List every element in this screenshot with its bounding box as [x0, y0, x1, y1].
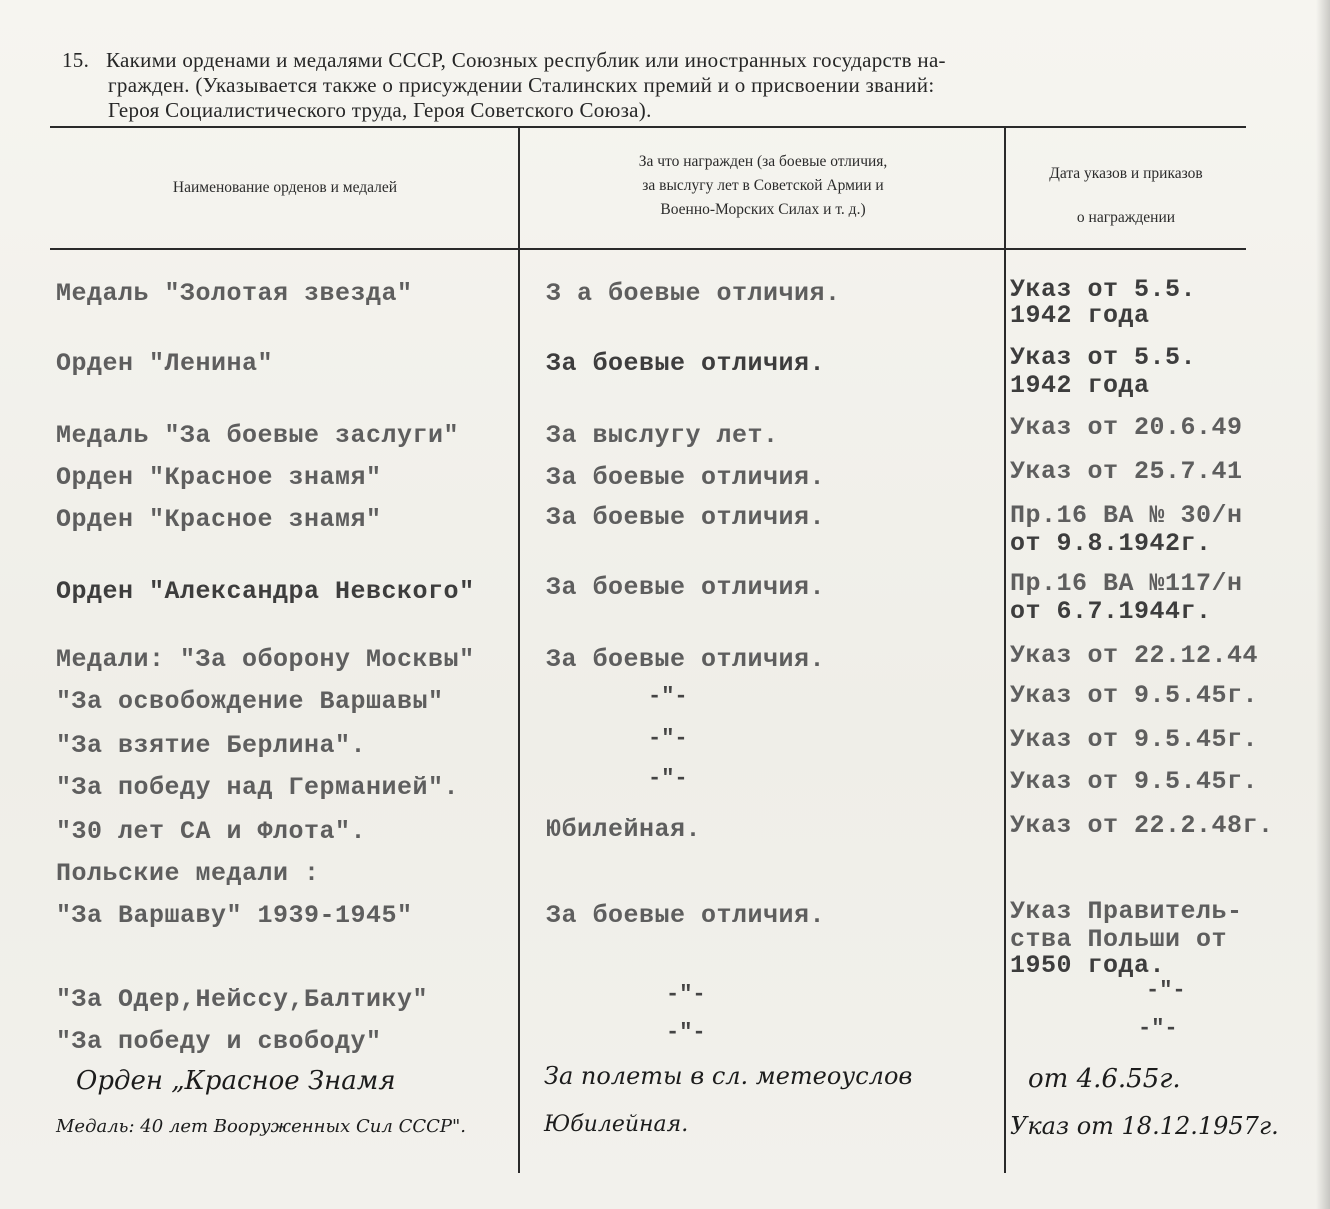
row-award: Орден "Красное знамя" [56, 505, 382, 534]
question-line-3: Героя Социалистического труда, Героя Советского Союза). [108, 98, 652, 122]
row-award: "За освобождение Варшавы" [56, 687, 444, 716]
row-award: Медали: "За оборону Москвы" [56, 645, 475, 674]
row-date: от 9.8.1942г. [1010, 529, 1212, 558]
row-award: Медаль "Золотая звезда" [56, 279, 413, 308]
row-date: Указ от 20.6.49 [1010, 413, 1243, 442]
column-divider-1 [518, 128, 520, 1173]
row-award: "За победу над Германией". [56, 773, 460, 802]
row-reason: З а боевые отличия. [546, 279, 841, 308]
handwritten-reason: За полеты в сл. метеоуслов [544, 1062, 913, 1090]
row-date: 1950 года. [1010, 951, 1166, 980]
ditto-mark: -"- [1138, 1016, 1178, 1041]
header-award-name: Наименование орденов и медалей [172, 179, 398, 196]
ditto-mark: -"- [666, 1020, 706, 1045]
row-award: "За Одер,Нейссу,Балтику" [56, 985, 429, 1014]
table-header-rule [50, 248, 1246, 250]
row-award: Медаль "За боевые заслуги" [56, 421, 460, 450]
row-reason: За боевые отличия. [546, 645, 826, 674]
row-date: Указ от 9.5.45г. [1010, 725, 1259, 754]
ditto-mark: -"- [648, 726, 688, 751]
row-date: Указ от 5.5. [1010, 275, 1197, 304]
ditto-mark: -"- [648, 684, 688, 709]
row-award: Орден "Александра Невского" [56, 577, 475, 606]
row-reason: За боевые отличия. [546, 463, 826, 492]
column-divider-2 [1004, 128, 1006, 1173]
row-reason: За выслугу лет. [546, 421, 779, 450]
row-date: ства Польши от [1010, 925, 1228, 954]
row-award: Орден "Ленина" [56, 349, 274, 378]
ditto-mark: -"- [666, 982, 706, 1007]
table-top-rule [50, 126, 1246, 128]
row-award: Польские медали : [56, 859, 320, 888]
header-reason-line-3: Военно-Морских Силах и т. д.) [660, 201, 866, 218]
row-award: "За Варшаву" 1939-1945" [56, 901, 413, 930]
handwritten-date: от 4.6.55г. [1028, 1064, 1181, 1094]
page-edge-shadow [1316, 0, 1330, 1209]
header-reason-line-2: за выслугу лет в Советской Армии и [642, 177, 884, 194]
ditto-mark: -"- [648, 766, 688, 791]
question-line-1: Какими орденами и медалями СССР, Союзных республик или иностранных государств на- [106, 48, 946, 72]
row-reason: За боевые отличия. [546, 573, 826, 602]
handwritten-award: Орден „Красное Знамя [76, 1066, 396, 1096]
header-date-line-1: Дата указов и приказов [1049, 165, 1203, 182]
question-number: 15. [62, 48, 90, 72]
row-award: "30 лет СА и Флота". [56, 817, 367, 846]
question-line-2: граждeн. (Указывается также о присуждении Сталинских премий и о присвоении званий: [108, 73, 935, 97]
row-date: Указ от 25.7.41 [1010, 457, 1243, 486]
row-reason: За боевые отличия. [546, 503, 826, 532]
handwritten-reason: Юбилейная. [544, 1112, 689, 1137]
header-reason-line-1: За что награжден (за боевые отличия, [638, 153, 888, 170]
row-date: Пр.16 ВА №117/н [1010, 569, 1243, 598]
row-date: Указ от 5.5. [1010, 343, 1197, 372]
row-date: 1942 года [1010, 301, 1150, 330]
header-date-line-2: о награждении [1076, 209, 1176, 226]
row-award: "За взятие Берлина". [56, 731, 367, 760]
row-reason: За боевые отличия. [546, 349, 826, 378]
row-reason: За боевые отличия. [546, 901, 826, 930]
question-15 [62, 48, 1252, 123]
row-reason: Юбилейная. [546, 815, 702, 844]
handwritten-award: Медаль: 40 лет Вооруженных Сил СССР". [56, 1116, 467, 1137]
row-date: Указ Правитель- [1010, 897, 1243, 926]
row-date: Указ от 22.2.48г. [1010, 811, 1274, 840]
row-date: Указ от 22.12.44 [1010, 641, 1259, 670]
ditto-mark: -"- [1146, 978, 1186, 1003]
handwritten-date: Указ от 18.12.1957г. [1010, 1112, 1279, 1140]
header-date [1008, 152, 1244, 240]
row-date: Пр.16 ВА № 30/н [1010, 501, 1243, 530]
row-award: "За победу и свободу" [56, 1027, 382, 1056]
row-date: от 6.7.1944г. [1010, 597, 1212, 626]
row-date: Указ от 9.5.45г. [1010, 767, 1259, 796]
row-date: Указ от 9.5.45г. [1010, 681, 1259, 710]
header-reason [530, 150, 996, 222]
row-award: Орден "Красное знамя" [56, 463, 382, 492]
row-date: 1942 года [1010, 371, 1150, 400]
